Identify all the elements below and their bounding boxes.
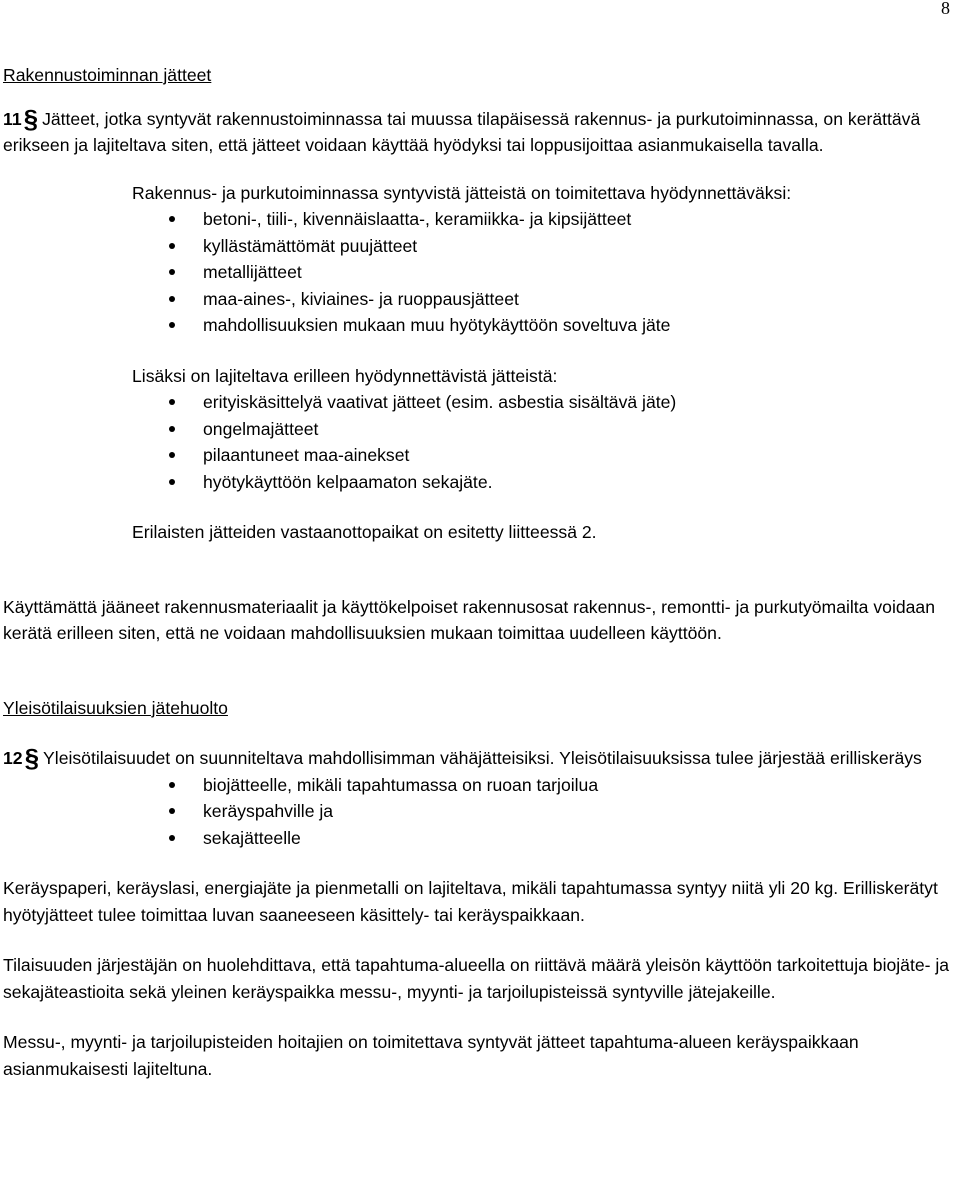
list-item: kyllästämättömät puujätteet: [203, 233, 958, 260]
list-item: sekajätteelle: [203, 825, 958, 852]
section-12-intro: [3, 745, 958, 772]
section-heading-public-events: Yleisötilaisuuksien jätehuolto: [3, 697, 228, 718]
section-heading-construction-waste: Rakennustoiminnan jätteet: [3, 65, 212, 85]
section-number: 11: [3, 108, 22, 129]
event-collection-list: [3, 772, 958, 852]
reuse-paragraph: Käyttämättä jääneet rakennusmateriaalit ja käyttökelpoiset rakennusosat rakennus-, remontti- ja purkutyömailta voidaan kerätä erilleen siten, että ne voidaan mahdollisuuksien mukaan toimittaa uudelleen käyttöön.: [3, 596, 935, 643]
list-item: betoni-, tiili-, kivennäislaatta-, keramiikka- ja kipsijätteet: [203, 206, 958, 233]
list-item: maa-aines-, kiviaines- ja ruoppausjätteet: [203, 286, 958, 313]
section-sign-icon: §: [24, 743, 40, 773]
list-item: ongelmajätteet: [203, 416, 958, 443]
recycling-list: [3, 206, 958, 339]
reception-note: Erilaisten jätteiden vastaanottopaikat on esitetty liitteessä 2.: [132, 522, 597, 542]
section-12-intro-text: Yleisötilaisuudet on suunniteltava mahdollisimman vähäjätteisiksi. Yleisötilaisuuksissa tulee järjestää erilliskeräys: [43, 748, 922, 768]
page-number: 8: [941, 0, 950, 18]
document-body: [3, 62, 958, 1082]
sorting-paragraph: Keräyspaperi, keräyslasi, energiajäte ja pienmetalli on lajiteltava, mikäli tapahtumassa syntyy niitä yli 20 kg. Erilliskerätyt hyötyjätteet tulee toimittaa luvan saaneeseen käsittely- tai keräyspaikkaan.: [3, 878, 938, 925]
list-item: erityiskäsittelyä vaativat jätteet (esim. asbestia sisältävä jäte): [203, 389, 958, 416]
section-11-intro-text: Jätteet, jotka syntyvät rakennustoiminnassa tai muussa tilapäisessä rakennus- ja purkutoiminnassa, on kerättävä erikseen ja lajiteltava siten, että jätteet voidaan käyttää hyödyksi tai loppusijoittaa asianmukaisella tavalla.: [3, 108, 921, 155]
separation-list: [3, 389, 958, 495]
list-item: biojätteelle, mikäli tapahtumassa on ruoan tarjoilua: [203, 772, 958, 799]
list-item: pilaantuneet maa-ainekset: [203, 442, 958, 469]
recycling-list-intro: Rakennus- ja purkutoiminnassa syntyvistä jätteistä on toimitettava hyödynnettäväksi:: [132, 182, 792, 203]
section-number: 12: [3, 748, 23, 768]
list-item: metallijätteet: [203, 259, 958, 286]
section-sign-icon: §: [23, 103, 39, 134]
organizer-paragraph: Tilaisuuden järjestäjän on huolehdittava, että tapahtuma-alueella on riittävä määrä yleisön käyttöön tarkoitettuja biojäte- ja sekajäteastioita sekä yleinen keräyspaikka messu-, myynti- ja tarjoilupisteissä syntyville jätejakeille.: [3, 955, 950, 1002]
list-item: mahdollisuuksien mukaan muu hyötykäyttöön soveltuva jäte: [203, 312, 958, 339]
list-item: hyötykäyttöön kelpaamaton sekajäte.: [203, 469, 958, 496]
section-11-intro: [3, 103, 958, 159]
separation-list-intro: Lisäksi on lajiteltava erilleen hyödynnettävistä jätteistä:: [132, 365, 558, 386]
list-item: keräyspahville ja: [203, 798, 958, 825]
vendor-paragraph: Messu-, myynti- ja tarjoilupisteiden hoitajien on toimitettava syntyvät jätteet tapahtuma-alueen keräyspaikkaan asianmukaisesti lajiteltuna.: [3, 1032, 859, 1079]
